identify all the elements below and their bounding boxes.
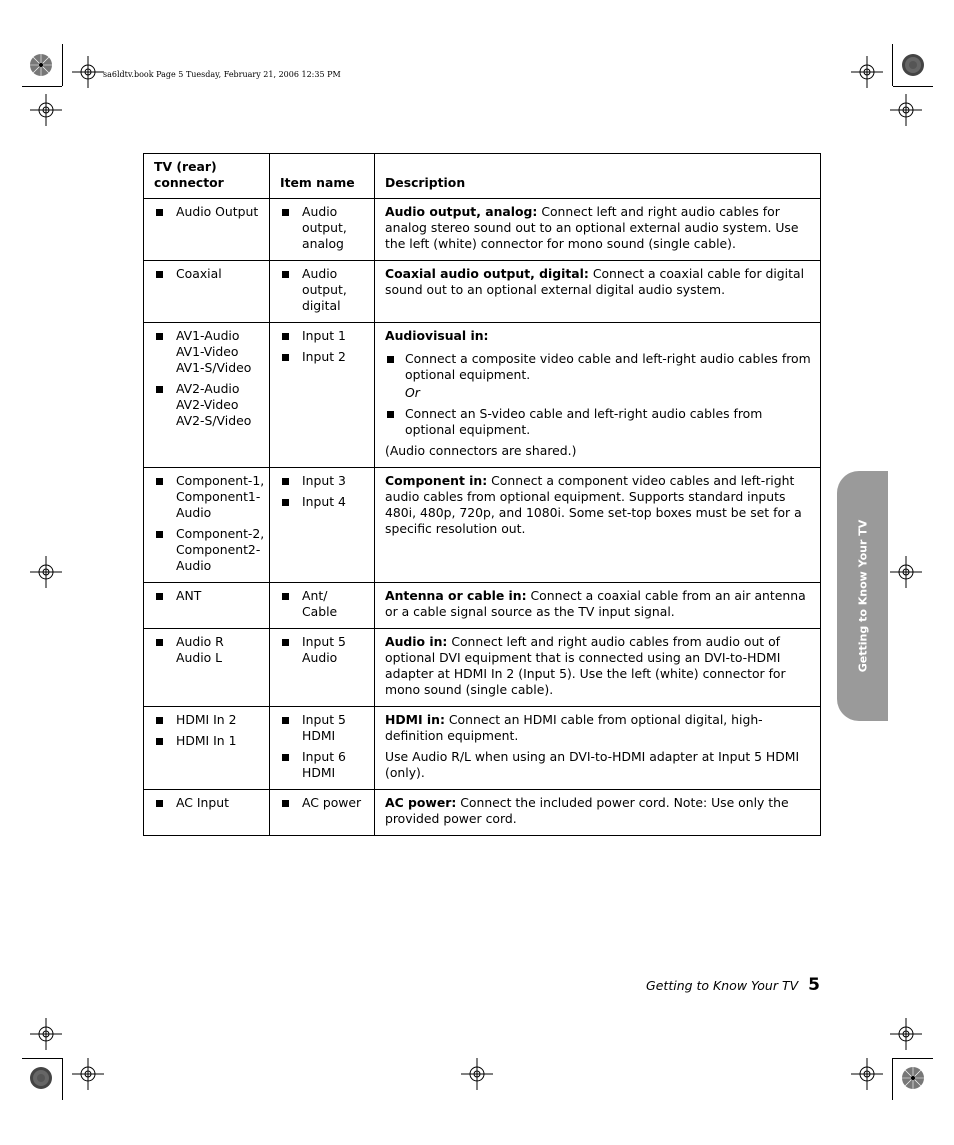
- item-cell: [270, 583, 375, 629]
- list-item: AV2-Audio AV2-Video AV2-S/Video: [154, 381, 261, 429]
- table-row: [144, 323, 821, 468]
- crop-mark: [893, 86, 933, 87]
- registration-mark-icon: [890, 94, 922, 126]
- item-cell: [270, 261, 375, 323]
- item-cell: [270, 790, 375, 836]
- header-connector: TV (rear) connector: [144, 154, 270, 199]
- description-cell: [375, 468, 821, 583]
- description-note: (Audio connectors are shared.): [385, 443, 577, 458]
- header-description: Description: [375, 154, 821, 199]
- registration-mark-icon: [30, 94, 62, 126]
- description-cell: [375, 629, 821, 707]
- list-item: AC Input: [154, 795, 261, 811]
- table-row: [144, 707, 821, 790]
- registration-mark-icon: [851, 56, 883, 88]
- description-lead: AC power:: [385, 795, 457, 810]
- description-cell: [375, 323, 821, 468]
- list-item: Audio output, analog: [280, 204, 366, 252]
- connector-cell: [144, 583, 270, 629]
- registration-mark-icon: [30, 556, 62, 588]
- connector-cell: [144, 468, 270, 583]
- crop-mark: [892, 1058, 893, 1100]
- item-cell: [270, 629, 375, 707]
- list-item: AC power: [280, 795, 366, 811]
- connector-cell: [144, 707, 270, 790]
- item-cell: [270, 199, 375, 261]
- description-lead: Audiovisual in:: [385, 328, 489, 343]
- list-item: Ant/ Cable: [280, 588, 344, 620]
- list-item: Component-2, Component2-Audio: [154, 526, 265, 574]
- list-item: Audio R Audio L: [154, 634, 229, 666]
- list-item: Input 1: [280, 328, 366, 344]
- description-lead: Component in:: [385, 473, 488, 488]
- description-extra: Use Audio R/L when using an DVI-to-HDMI adapter at Input 5 HDMI (only).: [385, 749, 800, 780]
- description-text: Connect left and right audio cables for analog stereo sound out to an optional external audio system. Use the left (white) connector for mono sound (single cable).: [385, 204, 799, 251]
- crop-mark: [22, 86, 62, 87]
- description-lead: HDMI in:: [385, 712, 445, 727]
- registration-mark-icon: [890, 1018, 922, 1050]
- page-number: 5: [808, 975, 820, 995]
- table-row: [144, 261, 821, 323]
- list-item: AV1-Audio AV1-Video AV1-S/Video: [154, 328, 261, 376]
- color-target-icon: [29, 1066, 53, 1090]
- list-item: Input 3: [280, 473, 366, 489]
- crop-mark: [62, 44, 63, 86]
- description-lead: Coaxial audio output, digital:: [385, 266, 589, 281]
- table-row: [144, 583, 821, 629]
- connector-table: [143, 153, 821, 836]
- header-item-name: Item name: [270, 154, 375, 199]
- list-item: Audio output, digital: [280, 266, 366, 314]
- list-item: Input 5 HDMI: [280, 712, 352, 744]
- table-row: [144, 199, 821, 261]
- color-target-icon: [901, 1066, 925, 1090]
- footer-title: Getting to Know Your TV: [646, 978, 799, 993]
- crop-mark: [892, 44, 893, 86]
- list-item: Audio Output: [154, 204, 261, 220]
- description-text: Connect an HDMI cable from optional digital, high-definition equipment.: [385, 712, 763, 743]
- table-row: [144, 629, 821, 707]
- description-text: Connect the included power cord. Note: Use only the provided power cord.: [385, 795, 789, 826]
- table-row: [144, 468, 821, 583]
- connector-cell: [144, 199, 270, 261]
- description-text: Connect a coaxial cable for digital sound out to an optional external digital audio system.: [385, 266, 805, 297]
- color-target-icon: [901, 53, 925, 77]
- or-text: Or: [405, 385, 420, 400]
- page-footer: [646, 975, 820, 995]
- list-item: ANT: [154, 588, 261, 604]
- registration-mark-icon: [72, 56, 104, 88]
- item-cell: [270, 323, 375, 468]
- description-text: Connect left and right audio cables from audio out of optional DVI equipment that is connected using an DVI-to-HDMI adapter at HDMI In 2 (Input 5). Use the left (white) connector for mono sound (single cable).: [385, 634, 786, 697]
- item-cell: [270, 468, 375, 583]
- connector-cell: [144, 629, 270, 707]
- description-cell: [375, 707, 821, 790]
- connector-cell: [144, 790, 270, 836]
- description-text: Connect a component video cables and left-right audio cables from optional equipment. Supports standard inputs 480i, 480p, 720p, and 1080i. Some set-top boxes must be set for a specific resolution out.: [385, 473, 802, 536]
- description-lead: Audio output, analog:: [385, 204, 538, 219]
- crop-mark: [893, 1058, 933, 1059]
- registration-mark-icon: [72, 1058, 104, 1090]
- list-item: Component-1, Component1-Audio: [154, 473, 265, 521]
- color-target-icon: [29, 53, 53, 77]
- registration-mark-icon: [461, 1058, 493, 1090]
- description-cell: [375, 261, 821, 323]
- list-item: Input 5 Audio: [280, 634, 352, 666]
- list-item: Connect a composite video cable and left-right audio cables from optional equipment.: [385, 351, 812, 383]
- registration-mark-icon: [30, 1018, 62, 1050]
- registration-mark-icon: [890, 556, 922, 588]
- print-header-note: sa6ldtv.book Page 5 Tuesday, February 21, 2006 12:35 PM: [103, 70, 341, 79]
- connector-cell: [144, 323, 270, 468]
- list-item: Connect an S-video cable and left-right audio cables from optional equipment.: [385, 406, 812, 438]
- table-row: [144, 790, 821, 836]
- list-item: Input 2: [280, 349, 366, 365]
- description-cell: [375, 790, 821, 836]
- crop-mark: [22, 1058, 62, 1059]
- chapter-side-tab: [837, 471, 888, 721]
- description-lead: Antenna or cable in:: [385, 588, 527, 603]
- connector-cell: [144, 261, 270, 323]
- description-text: Connect a coaxial cable from an air antenna or a cable signal source as the TV input signal.: [385, 588, 806, 619]
- description-cell: [375, 583, 821, 629]
- list-item: HDMI In 1: [154, 733, 261, 749]
- table-header-row: [144, 154, 821, 199]
- list-item: Input 6 HDMI: [280, 749, 352, 781]
- registration-mark-icon: [851, 1058, 883, 1090]
- description-cell: [375, 199, 821, 261]
- list-item: Coaxial: [154, 266, 261, 282]
- description-lead: Audio in:: [385, 634, 448, 649]
- crop-mark: [62, 1058, 63, 1100]
- list-item: Input 4: [280, 494, 366, 510]
- item-cell: [270, 707, 375, 790]
- list-item: HDMI In 2: [154, 712, 261, 728]
- side-tab-label: Getting to Know Your TV: [856, 519, 869, 673]
